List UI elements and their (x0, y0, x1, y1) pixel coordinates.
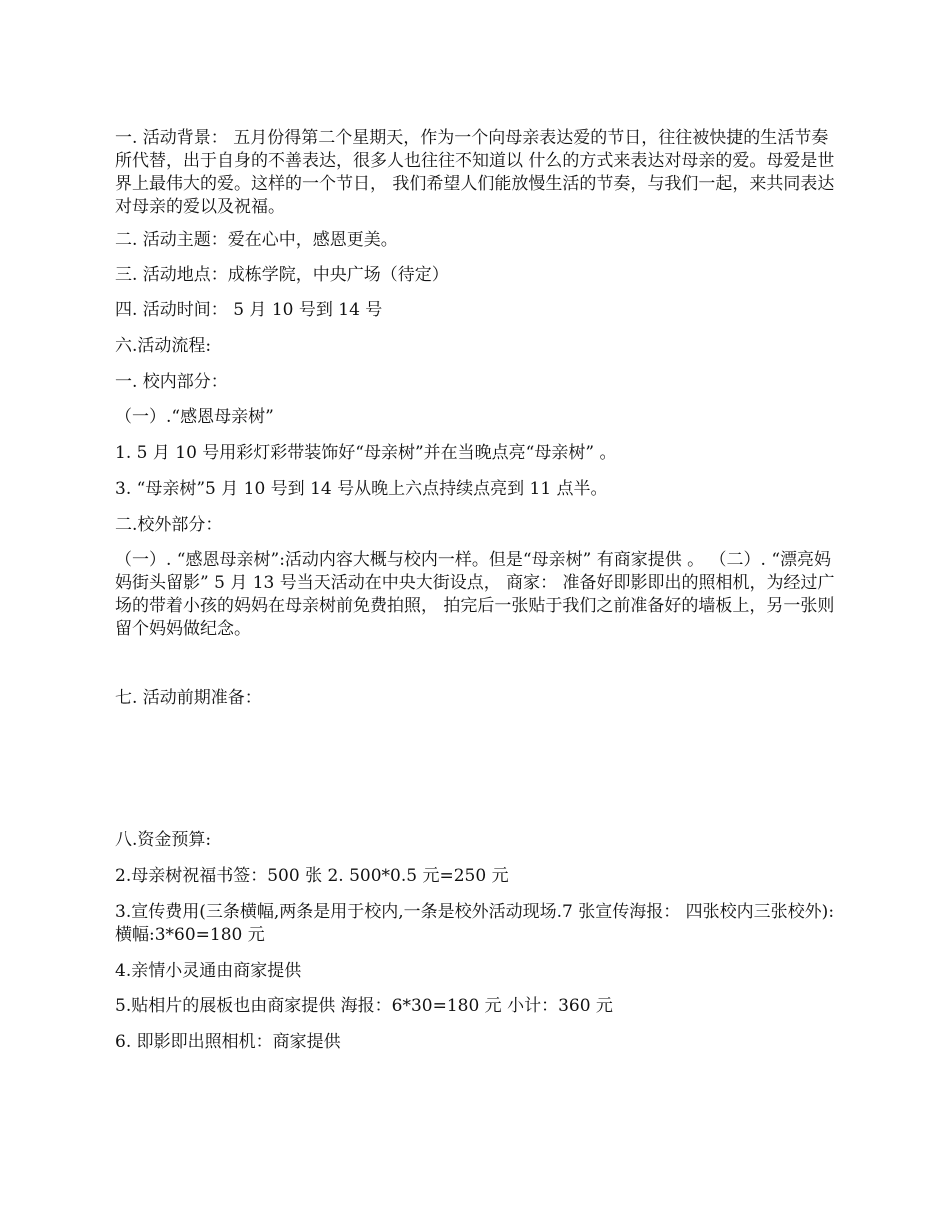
paragraph-offcampus-part: 二.校外部分： (115, 515, 223, 535)
paragraph-budget-bookmark: 2.母亲树祝福书签：500 张 2. 500*0.5 元=250 元 (115, 866, 509, 886)
paragraph-campus-part: 一. 校内部分： (115, 372, 228, 392)
paragraph-budget-publicity: 3.宣传费用(三条横幅,两条是用于校内,一条是校外活动现场.7 张宣传海报： 四张校内三张校外):横幅:3*60=180 元 (115, 902, 835, 945)
paragraph-process-heading: 六.活动流程: (115, 336, 212, 356)
paragraph-theme: 二. 活动主题：爱在心中，感恩更美。 (115, 230, 398, 250)
paragraph-step-3: 3. “母亲树”5 月 10 号到 14 号从晚上六点持续点亮到 11 点半。 (115, 479, 608, 499)
paragraph-location: 三. 活动地点：成栋学院，中央广场（待定） (115, 265, 449, 285)
paragraph-budget-heading: 八.资金预算: (115, 830, 212, 850)
paragraph-budget-camera: 6. 即影即出照相机：商家提供 (115, 1032, 341, 1052)
paragraph-time: 四. 活动时间： 5 月 10 号到 14 号 (115, 300, 383, 320)
paragraph-step-1: 1. 5 月 10 号用彩灯彩带装饰好“母亲树”并在当晚点亮“母亲树” 。 (115, 443, 617, 463)
paragraph-background: 一. 活动背景： 五月份得第二个星期天，作为一个向母亲表达爱的节日，往往被快捷的生活节奏所代替，出于自身的不善表达，很多人也往往不知道以 什么的方式来表达对母亲的爱。母爱是世界上最伟大的爱。这样的一个节日， 我们希望人们能放慢生活的节奏，与我们一起，来共同表达对母亲的爱以及祝福。 (115, 128, 835, 217)
paragraph-budget-board: 5.贴相片的展板也由商家提供 海报：6*30=180 元 小计：360 元 (115, 996, 613, 1016)
paragraph-preparation: 七. 活动前期准备： (115, 688, 262, 708)
paragraph-budget-phone: 4.亲情小灵通由商家提供 (115, 961, 302, 981)
paragraph-offcampus-details: （一）. “感恩母亲树”:活动内容大概与校内一样。但是“母亲树” 有商家提供 。 （二）. “漂亮妈妈街头留影” 5 月 13 号当天活动在中央大街设点， 商家： 准备好即影即出的照相机，为经过广场的带着小孩的妈妈在母亲树前免费拍照， 拍完后一张贴于我们之前准备好的墙板上，另一张则留个妈妈做纪念。 (115, 550, 835, 639)
paragraph-mother-tree-title: （一）.“感恩母亲树” (115, 407, 274, 427)
